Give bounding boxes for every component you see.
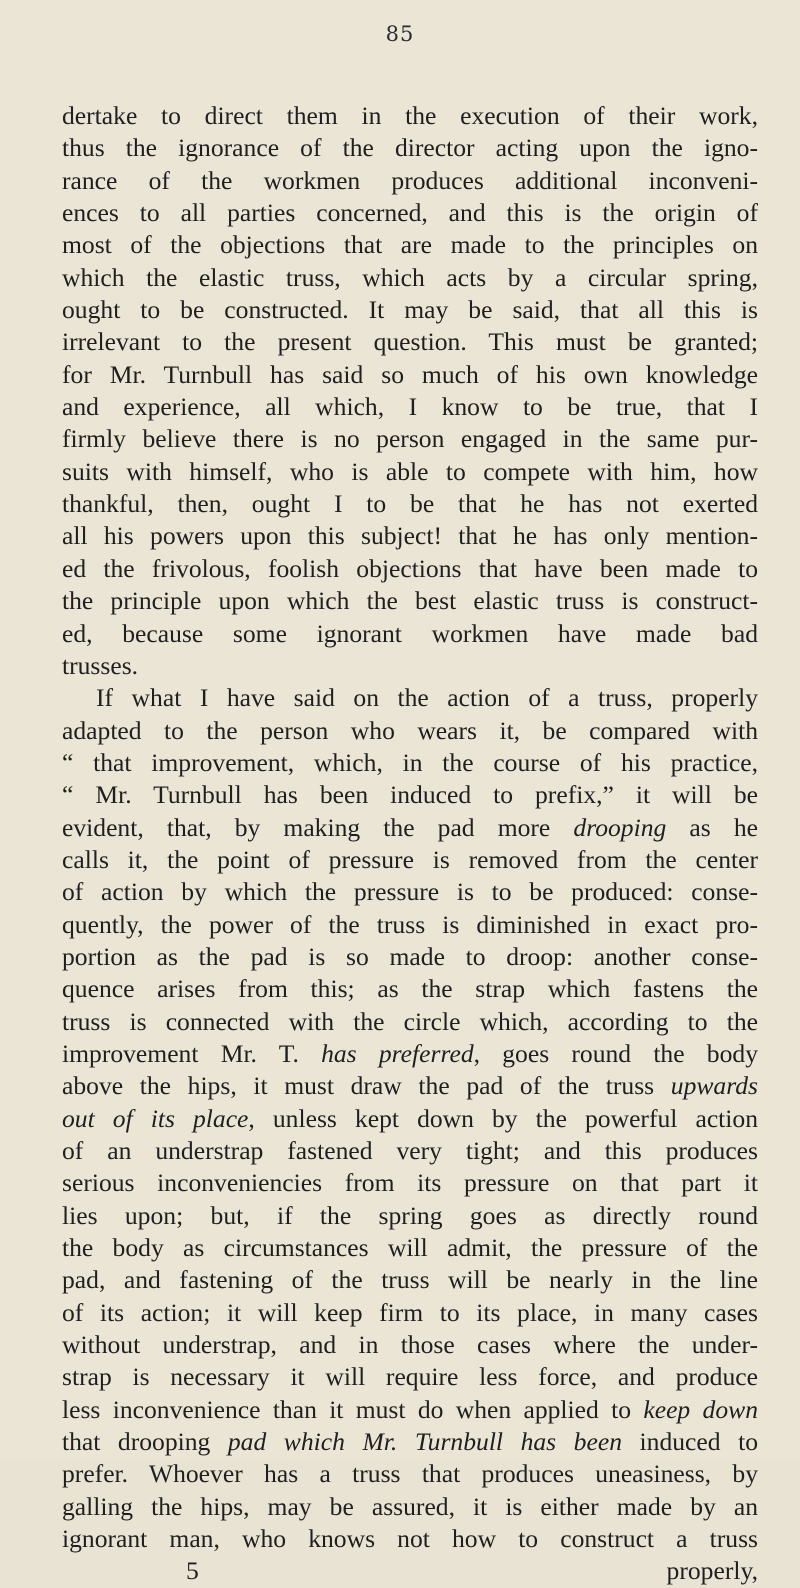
italic-text: drooping (573, 812, 667, 842)
text-run: calls it, the point of pressure is removed from the center (62, 844, 758, 874)
text-line (62, 844, 758, 876)
text-line (62, 1426, 758, 1458)
text-run: as he (666, 812, 758, 842)
text-line (62, 1006, 758, 1038)
text-run: , goes round the body (473, 1038, 758, 1068)
text-line (62, 359, 758, 391)
text-run: ences to all parties concerned, and this is the origin of (62, 198, 758, 228)
text-run: and experience, all which, I know to be true, that I (62, 392, 758, 422)
text-line (62, 650, 758, 682)
text-run: thus the ignorance of the director acting upon the igno- (62, 133, 758, 163)
text-run: portion as the pad is so made to droop: another conse- (62, 941, 758, 971)
text-line (62, 747, 758, 779)
text-run: irrelevant to the present question. This must be granted; (62, 327, 758, 357)
text-line (62, 909, 758, 941)
text-line (62, 779, 758, 811)
text-run: of its action; it will keep firm to its place, in many cases (62, 1297, 758, 1327)
text-line (62, 715, 758, 747)
text-run: “ Mr. Turnbull has been induced to prefix,” it will be (62, 780, 758, 810)
text-run: above the hips, it must draw the pad of the truss (62, 1071, 671, 1101)
text-run: improvement Mr. T. (62, 1038, 322, 1068)
text-line (62, 1297, 758, 1329)
text-line (62, 1361, 758, 1393)
text-run: for Mr. Turnbull has said so much of his own knowledge (62, 359, 758, 389)
text-line (62, 229, 758, 261)
text-line (62, 1394, 758, 1426)
text-line (62, 973, 758, 1005)
text-line (62, 1167, 758, 1199)
text-line (62, 618, 758, 650)
text-run: ed, because some ignorant workmen have made bad (62, 618, 758, 648)
text-line (62, 294, 758, 326)
text-run: serious inconveniencies from its pressure on that part it (62, 1168, 758, 1198)
text-run: ed the frivolous, foolish objections that have been made to (62, 553, 758, 583)
text-run: which the elastic truss, which acts by a circular spring, (62, 262, 758, 292)
body-text (62, 100, 758, 1588)
text-line (62, 1200, 758, 1232)
text-line (62, 682, 758, 714)
text-run: less inconvenience than it must do when applied to (62, 1394, 644, 1424)
text-run: ought to be constructed. It may be said, that all this is (62, 295, 758, 325)
text-run: truss is connected with the circle which, according to the (62, 1006, 758, 1036)
text-line (62, 812, 758, 844)
text-run: induced to (622, 1427, 758, 1457)
text-line (62, 262, 758, 294)
text-run: that drooping (62, 1427, 228, 1457)
text-run: quence arises from this; as the strap which fastens the (62, 974, 758, 1004)
text-line (62, 100, 758, 132)
text-line (62, 391, 758, 423)
text-run: “ that improvement, which, in the course of his practice, (62, 747, 758, 777)
text-run: the body as circumstances will admit, the pressure of the (62, 1233, 758, 1263)
text-run: the principle upon which the best elastic truss is construct- (62, 586, 758, 616)
italic-text: pad which Mr. Turnbull has been (227, 1427, 622, 1457)
text-run: pad, and fastening of the truss will be nearly in the line (62, 1265, 758, 1295)
text-line (62, 1038, 758, 1070)
italic-text: upwards (670, 1071, 758, 1101)
text-line (62, 1329, 758, 1361)
text-line (62, 1070, 758, 1102)
text-run: lies upon; but, if the spring goes as directly round (62, 1200, 758, 1230)
text-run: ignorant man, who knows not how to construct a truss (62, 1524, 758, 1554)
text-run: quently, the power of the truss is diminished in exact pro- (62, 909, 758, 939)
text-line (62, 1264, 758, 1296)
page-number: 85 (385, 22, 415, 46)
text-line (62, 585, 758, 617)
text-line (62, 1491, 758, 1523)
signature-mark: 5 (186, 1556, 199, 1586)
catchword: properly, (666, 1556, 758, 1586)
text-run: of an understrap fastened very tight; and this produces (62, 1136, 758, 1165)
text-line (62, 165, 758, 197)
text-run: most of the objections that are made to the principles on (62, 230, 758, 260)
text-line (62, 326, 758, 358)
page-footer (62, 1555, 758, 1587)
text-line (62, 1458, 758, 1490)
text-run: rance of the workmen produces additional inconveni- (62, 165, 758, 195)
italic-text: keep down (643, 1394, 758, 1424)
text-line (62, 456, 758, 488)
text-line (62, 197, 758, 229)
text-run: galling the hips, may be assured, it is either made by an (62, 1491, 758, 1521)
text-line (62, 488, 758, 520)
text-run: If what I have said on the action of a truss, properly (96, 683, 758, 713)
text-run: adapted to the person who wears it, be compared with (62, 715, 758, 745)
text-run: firmly believe there is no person engaged in the same pur- (62, 424, 758, 454)
text-run: strap is necessary it will require less force, and produce (62, 1362, 758, 1392)
text-line (62, 520, 758, 552)
text-line (62, 1135, 758, 1167)
text-line (62, 1523, 758, 1555)
text-run: without understrap, and in those cases where the under- (62, 1330, 758, 1360)
text-run: dertake to direct them in the execution of their work, (62, 101, 758, 130)
text-run: of action by which the pressure is to be produced: conse- (62, 877, 758, 907)
text-run: , unless kept down by the powerful action (248, 1103, 758, 1133)
text-run: thankful, then, ought I to be that he has not exerted (62, 489, 758, 519)
text-line (62, 553, 758, 585)
text-run: evident, that, by making the pad more (62, 812, 574, 842)
text-line (62, 1232, 758, 1264)
text-line (62, 1103, 758, 1135)
text-line (62, 132, 758, 164)
text-run: prefer. Whoever has a truss that produces uneasiness, by (62, 1459, 758, 1489)
italic-text: out of its place (62, 1103, 249, 1133)
text-line (62, 423, 758, 455)
text-line (62, 941, 758, 973)
italic-text: has preferred (321, 1038, 474, 1068)
text-run: all his powers upon this subject! that he has only mention- (62, 521, 758, 551)
text-line (62, 876, 758, 908)
text-run: suits with himself, who is able to compete with him, how (62, 456, 758, 486)
text-run: trusses. (62, 650, 139, 680)
